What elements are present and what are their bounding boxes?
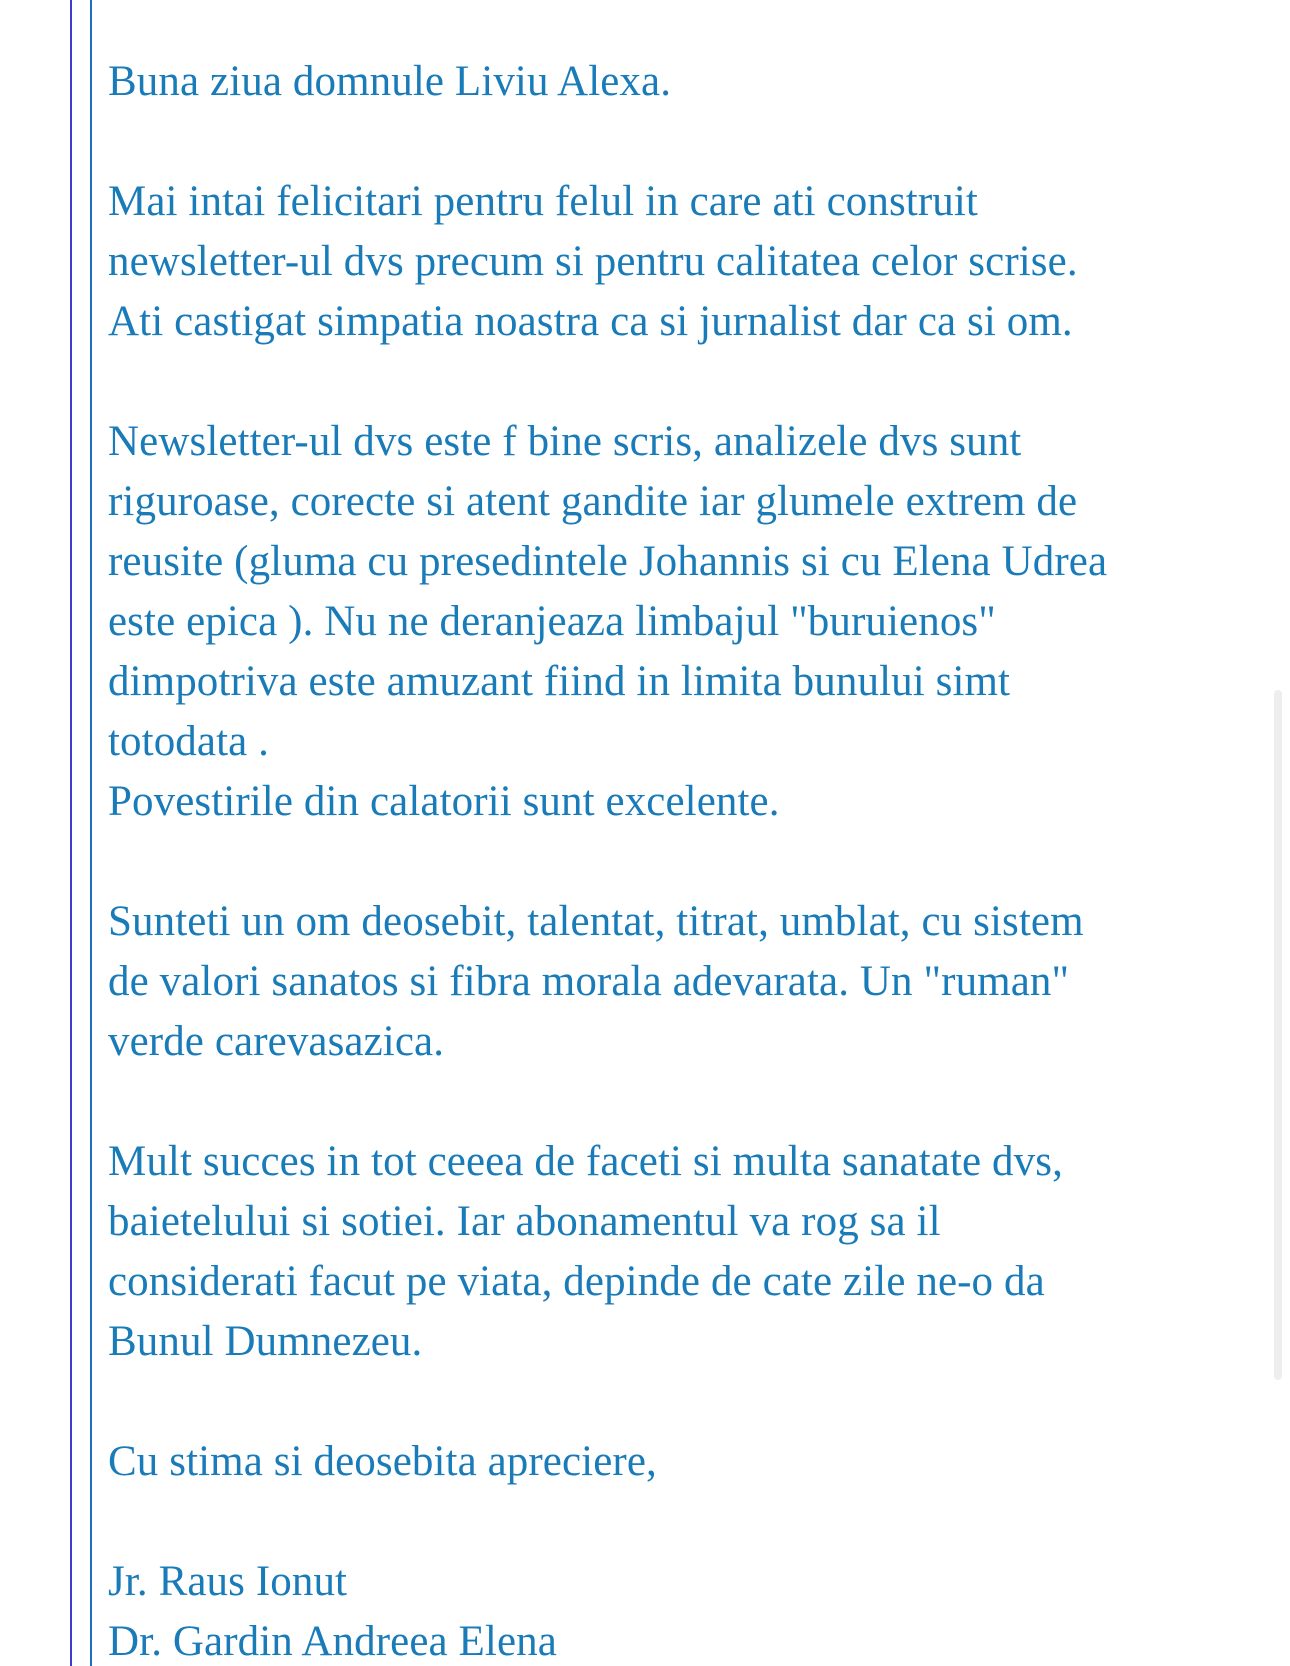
text-line: riguroase, corecte si atent gandite iar glumele extrem de: [108, 478, 1078, 525]
text-line: considerati facut pe viata, depinde de cate zile ne-o da: [108, 1258, 1045, 1305]
greeting-line: Buna ziua domnule Liviu Alexa.: [108, 58, 672, 105]
signature-name: Jr. Raus Ionut: [108, 1558, 348, 1605]
quote-bar-outer: [70, 0, 72, 1666]
text-line: dimpotriva este amuzant fiind in limita bunului simt: [108, 658, 1011, 705]
paragraph-congratulations: [108, 172, 1248, 352]
paragraph-wishes: [108, 1132, 1248, 1372]
text-line: este epica ). Nu ne deranjeaza limbajul "buruienos": [108, 598, 996, 645]
text-line: Sunteti un om deosebit, talentat, titrat, umblat, cu sistem: [108, 898, 1084, 945]
greeting-paragraph: [108, 52, 1248, 112]
signature-block: [108, 1552, 1248, 1666]
text-line: totodata .: [108, 718, 270, 765]
text-line: de valori sanatos si fibra morala adevarata. Un "ruman": [108, 958, 1070, 1005]
text-line: verde carevasazica.: [108, 1018, 445, 1065]
text-line: Ati castigat simpatia noastra ca si jurnalist dar ca si om.: [108, 298, 1073, 345]
paragraph-personal-praise: [108, 892, 1248, 1072]
text-line: Povestirile din calatorii sunt excelente.: [108, 778, 780, 825]
closing-paragraph: [108, 1432, 1248, 1492]
text-line: newsletter-ul dvs precum si pentru calitatea celor scrise.: [108, 238, 1078, 285]
text-line: Mult succes in tot ceeea de faceti si multa sanatate dvs,: [108, 1138, 1063, 1185]
quoted-message-body: [108, 52, 1248, 1666]
vertical-scrollbar[interactable]: [1274, 690, 1282, 1380]
text-line: Newsletter-ul dvs este f bine scris, analizele dvs sunt: [108, 418, 1022, 465]
quote-bar-inner: [90, 0, 92, 1666]
paragraph-newsletter-praise: [108, 412, 1248, 832]
signature-name: Dr. Gardin Andreea Elena: [108, 1618, 557, 1665]
text-line: Mai intai felicitari pentru felul in care ati construit: [108, 178, 978, 225]
text-line: baietelului si sotiei. Iar abonamentul va rog sa il: [108, 1198, 941, 1245]
closing-line: Cu stima si deosebita apreciere,: [108, 1438, 657, 1485]
text-line: reusite (gluma cu presedintele Johannis si cu Elena Udrea: [108, 538, 1108, 585]
text-line: Bunul Dumnezeu.: [108, 1318, 423, 1365]
